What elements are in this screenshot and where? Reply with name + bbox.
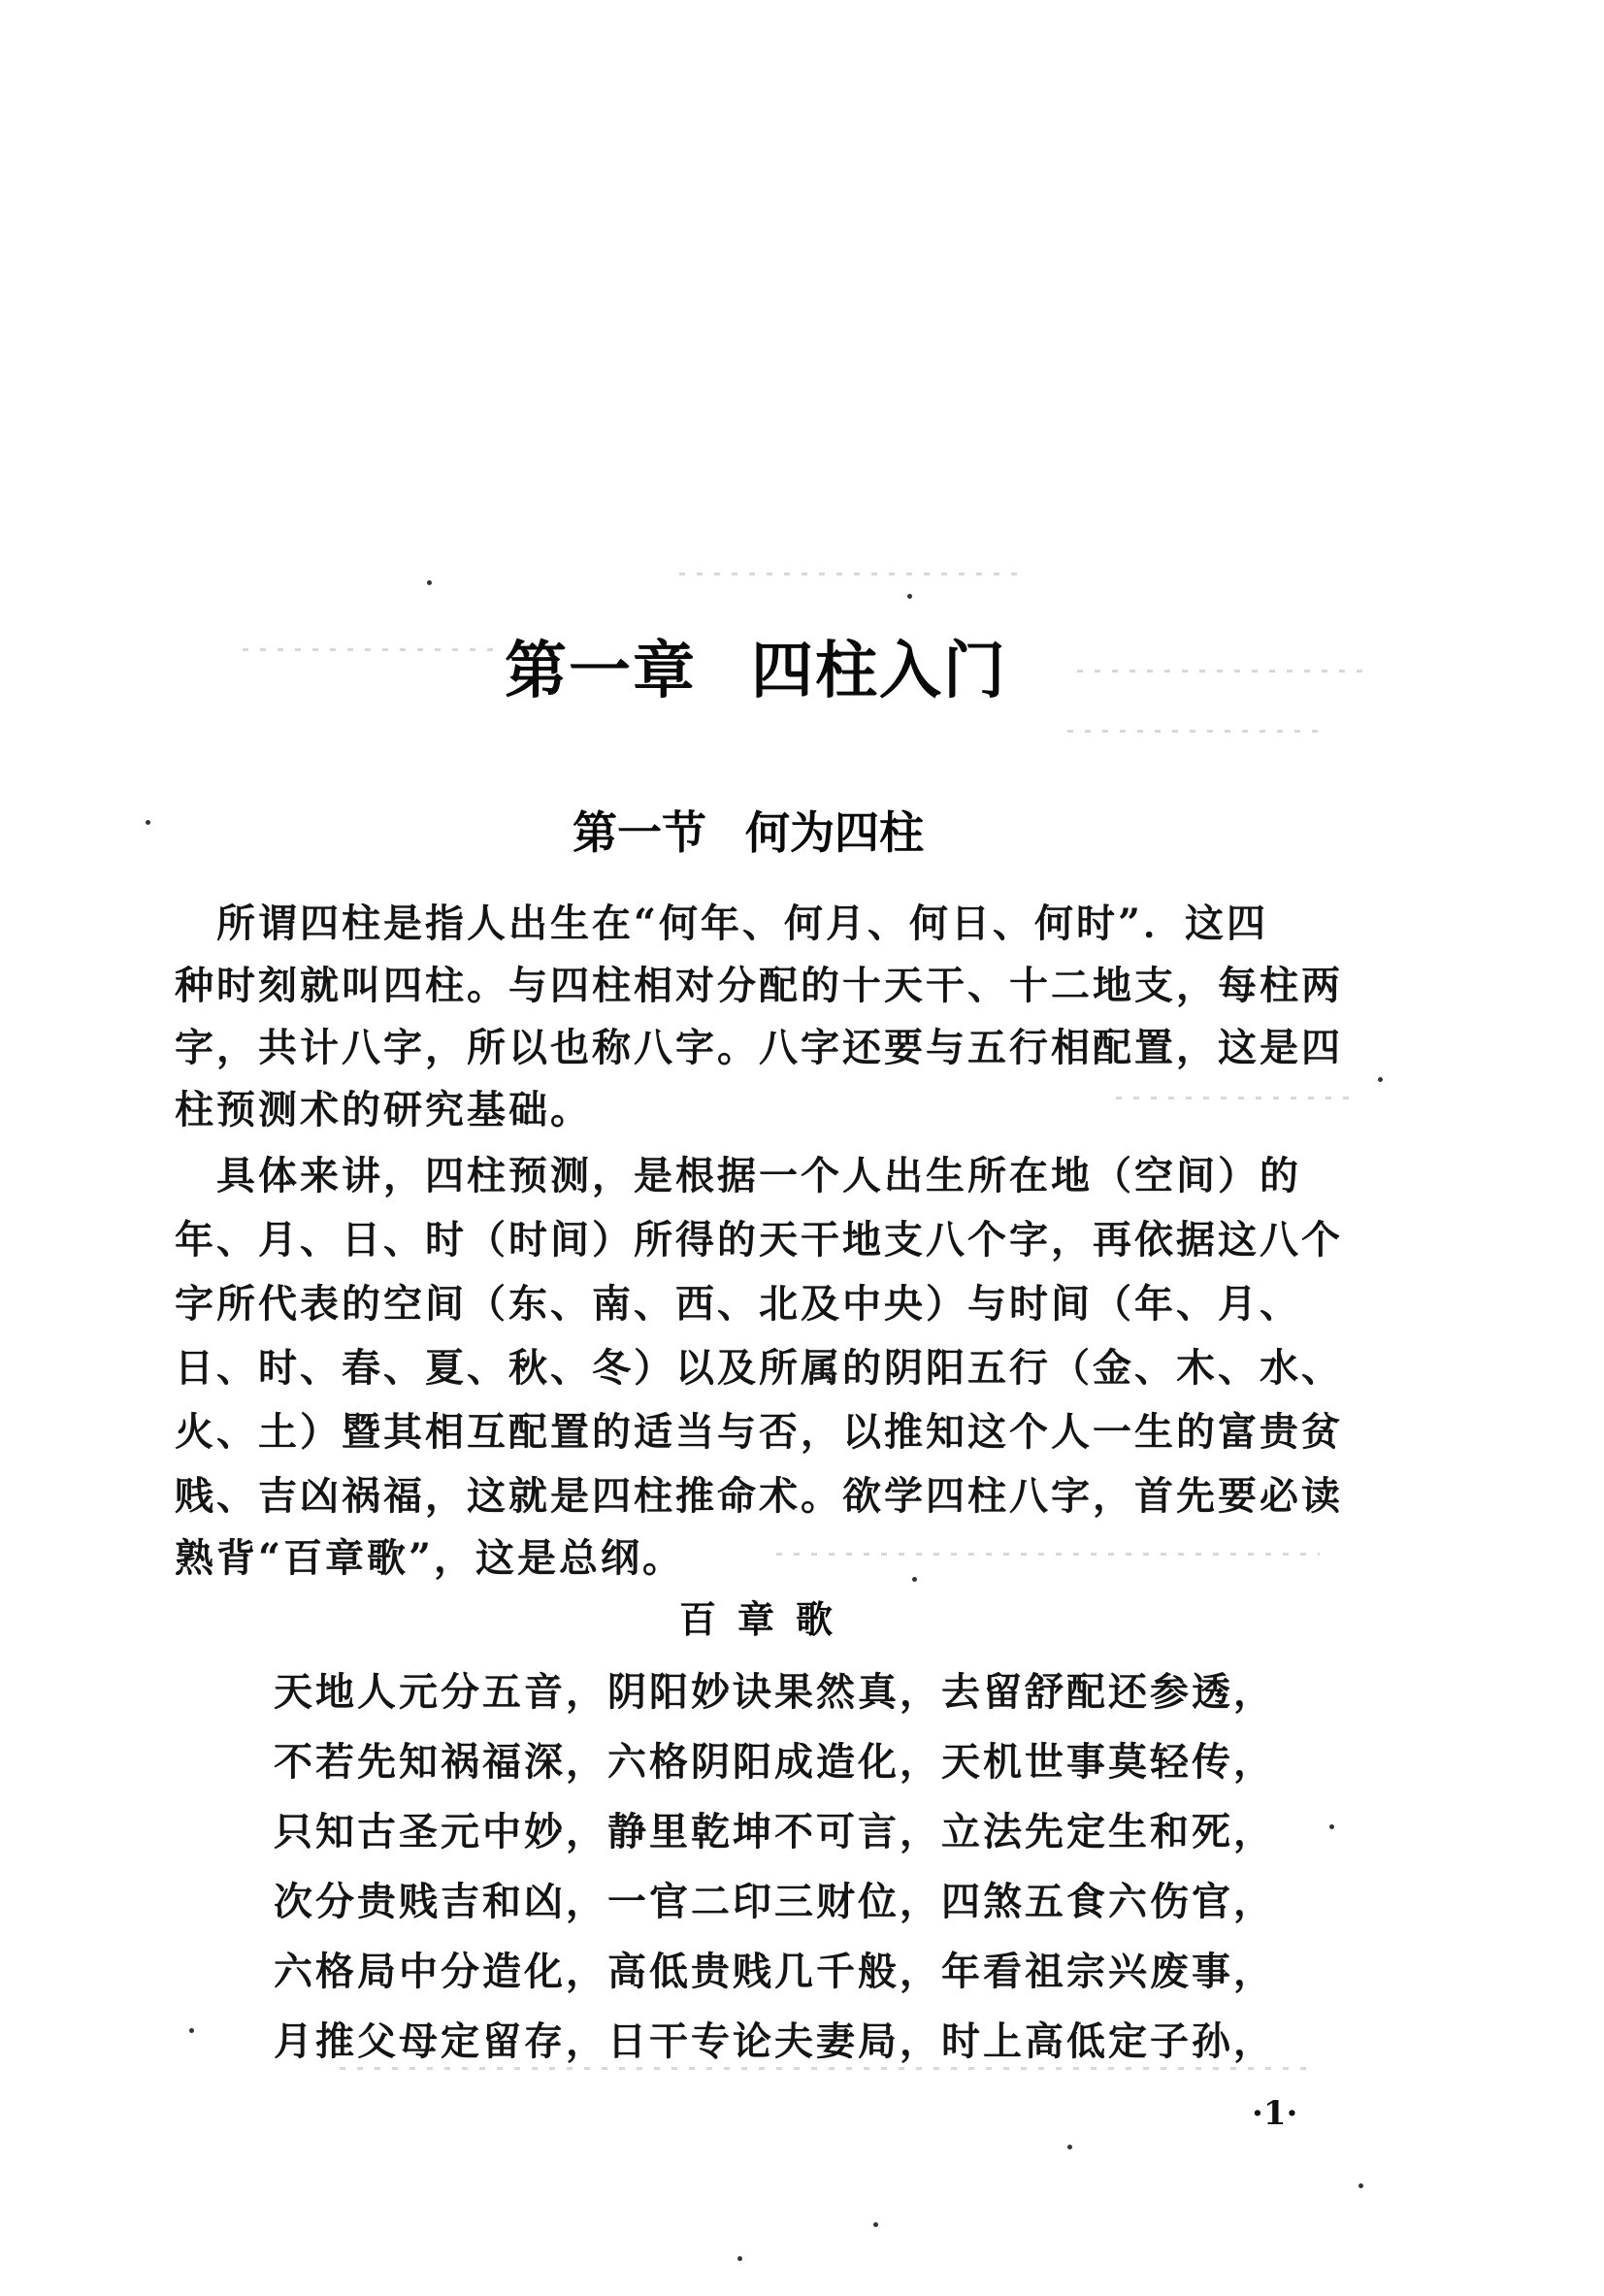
body-text-line: 字，共计八字，所以也称八字。八字还要与五行相配置，这是四 [175, 1025, 1343, 1070]
scan-speck [737, 2256, 742, 2261]
scan-bleed-mark [679, 573, 1029, 575]
body-text-line: 柱预测术的研究基础。 [175, 1087, 592, 1132]
scan-speck [189, 2028, 194, 2033]
verse-line: 六格局中分造化，高低贵贱几千般，年看祖宗兴废事， [274, 1949, 1275, 1994]
scan-speck [912, 1577, 917, 1582]
scan-bleed-mark [243, 648, 495, 651]
body-text-line: 具体来讲，四柱预测，是根据一个人出生所在地（空间）的 [175, 1153, 1301, 1198]
scan-speck [907, 594, 912, 599]
body-text-line: 字所代表的空间（东、南、西、北及中央）与时间（年、月、 [175, 1281, 1301, 1327]
section-title [573, 798, 924, 862]
scan-bleed-mark [340, 2067, 1310, 2070]
scan-bleed-mark [776, 1553, 1320, 1556]
body-text-line: 贱、吉凶祸福，这就是四柱推命术。欲学四柱八字，首先要必读 [175, 1473, 1343, 1519]
scan-speck [873, 2222, 878, 2227]
body-text-line: 年、月、日、时（时间）所得的天干地支八个字，再依据这八个 [175, 1217, 1343, 1263]
body-text-line: 所谓四柱是指人出生在“何年、何月、何日、何时”．这四 [175, 901, 1269, 946]
body-text-line: 日、时、春、夏、秋、冬）以及所属的阴阳五行（金、木、水、 [175, 1345, 1343, 1391]
section-name: 何为四柱 [745, 806, 924, 859]
chapter-title [505, 621, 1126, 710]
body-text-line: 种时刻就叫四柱。与四柱相对分配的十天干、十二地支，每柱两 [175, 963, 1343, 1008]
verse-line: 次分贵贱吉和凶，一官二印三财位，四煞五食六伤官， [274, 1879, 1275, 1924]
verse-line: 天地人元分五音，阴阳妙诀果然真，去留舒配还参透， [274, 1669, 1275, 1715]
section-number: 第一节 [573, 806, 706, 859]
body-text-line: 熟背“百章歌”，这是总纲。 [175, 1535, 685, 1581]
scan-speck [1329, 1824, 1334, 1829]
scan-speck [1358, 2183, 1363, 2188]
chapter-number: 第一章 [505, 636, 697, 707]
song-title: 百章歌 [679, 1598, 855, 1641]
scan-bleed-mark [1077, 670, 1368, 672]
body-text-line: 火、土）暨其相互配置的适当与否，以推知这个人一生的富贵贫 [175, 1409, 1343, 1455]
scan-speck [146, 820, 150, 825]
scan-speck [1067, 2145, 1072, 2149]
scan-speck [427, 580, 432, 585]
verse-line: 只知古圣元中妙，静里乾坤不可言，立法先定生和死， [274, 1809, 1275, 1854]
verse-line: 月推父母定留存，日干专论夫妻局，时上高低定子孙， [274, 2018, 1275, 2064]
chapter-name: 四柱入门 [751, 636, 1007, 707]
page-number: ·1· [1252, 2094, 1298, 2133]
verse-line: 不若先知祸福深，六格阴阳成造化，天机世事莫轻传， [274, 1739, 1275, 1785]
scan-bleed-mark [1116, 1097, 1358, 1099]
scan-speck [1378, 1077, 1383, 1082]
scan-bleed-mark [1067, 730, 1320, 733]
